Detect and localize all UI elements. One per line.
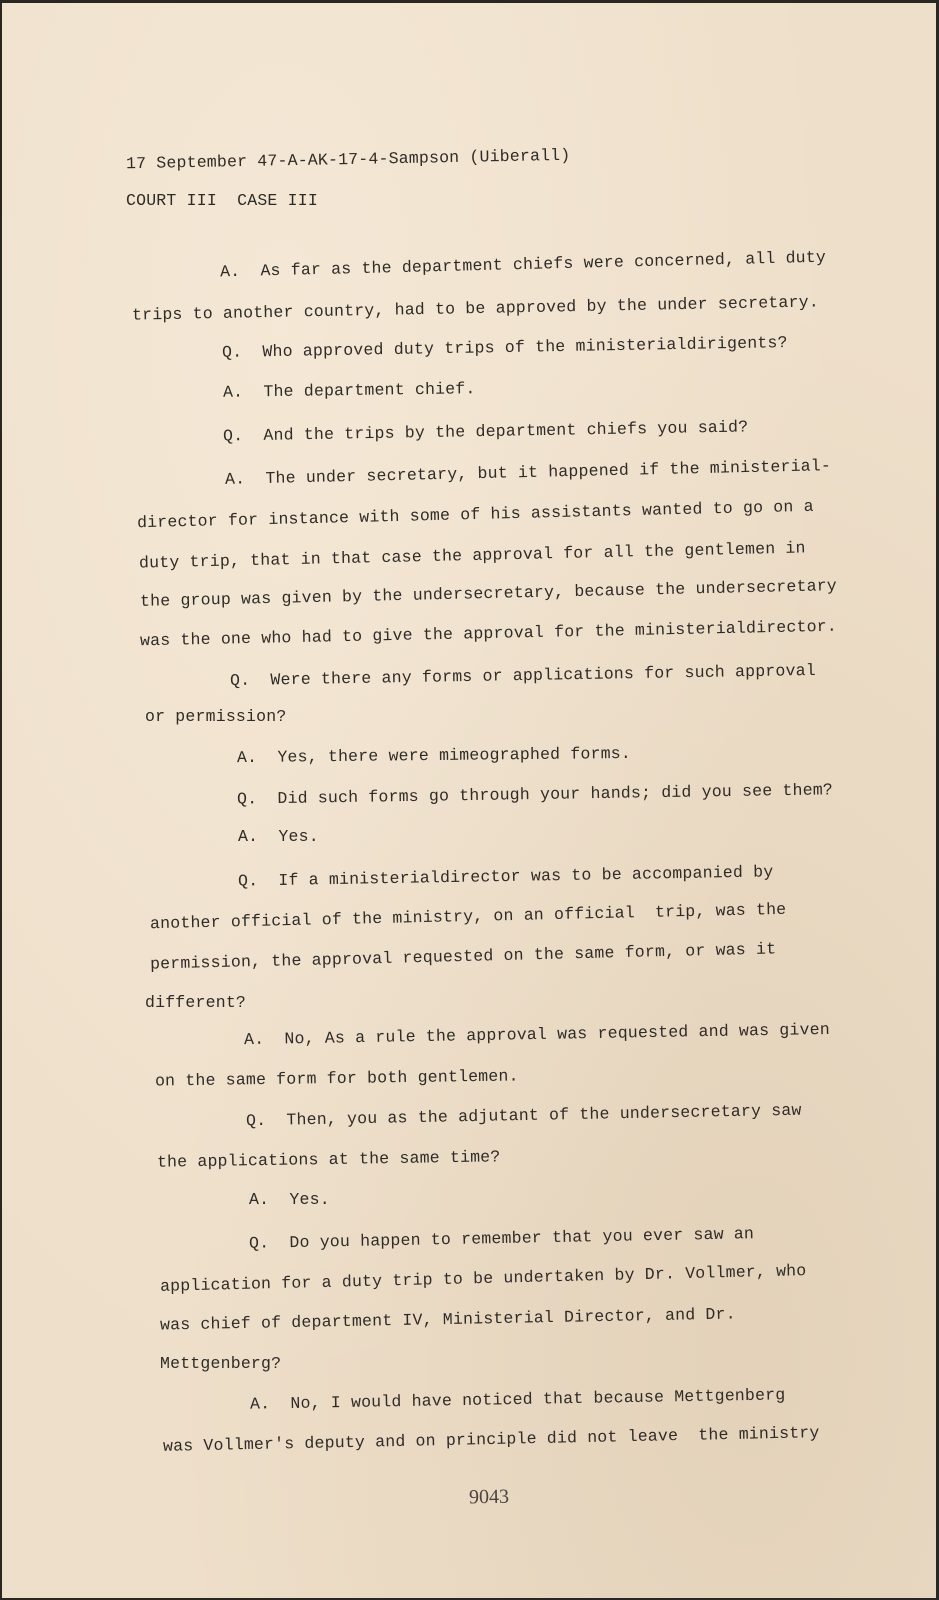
transcript-line: trips to another country, had to be approved by the under secretary. [131,292,820,325]
document-page [2,3,936,1598]
transcript-line: permission, the approval requested on the same form, or was it [149,939,777,974]
transcript-line: was the one who had to give the approval for the ministerialdirector. [139,616,838,651]
transcript-line: or permission? [145,707,287,726]
transcript-line: Mettgenberg? [160,1354,282,1373]
transcript-line: A. As far as the department chiefs were concerned, all duty [219,247,827,282]
page-number: 9043 [468,1485,510,1509]
transcript-line: A. No, As a rule the approval was requested and was given [243,1019,831,1050]
transcript-line: A. Yes, there were mimeographed forms. [236,743,632,768]
transcript-line: another official of the ministry, on an official trip, was the [149,899,787,934]
transcript-line: A. The department chief. [222,379,476,402]
transcript-line: Q. Then, you as the adjutant of the undersecretary saw [245,1100,802,1131]
transcript-line: application for a duty trip to be undertaken by Dr. Vollmer, who [159,1261,807,1296]
transcript-line: A. No, I would have noticed that because Mettgenberg [249,1385,786,1414]
transcript-line: was chief of department IV, Ministerial Director, and Dr. [159,1304,736,1335]
transcript-line: Q. And the trips by the department chiefs you said? [222,417,749,446]
transcript-line: different? [145,993,247,1012]
document-caption: 17 September 47-A-AK-17-4-Sampson (Uiberall) [125,145,571,174]
transcript-line: Q. Who approved duty trips of the ministerialdirigents? [221,333,788,362]
transcript-line: A. Yes. [249,1190,330,1209]
transcript-line: the applications at the same time? [156,1147,501,1172]
transcript-line: duty trip, that in that case the approval for all the gentlemen in [138,538,806,573]
transcript-line: was Vollmer's deputy and on principle did not leave the ministry [162,1423,820,1456]
transcript-line: Q. If a ministerialdirector was to be accompanied by [237,862,774,891]
transcript-line: the group was given by the undersecretary, because the undersecretary [139,576,838,611]
transcript-line: Q. Were there any forms or applications for such approval [229,660,817,691]
transcript-line: Q. Do you happen to remember that you ever saw an [248,1224,755,1253]
transcript-line: Q. Did such forms go through your hands; did you see them? [236,780,834,809]
court-case-heading: COURT III CASE III [126,191,318,210]
transcript-line: on the same form for both gentlemen. [154,1066,519,1091]
transcript-line: A. Yes. [238,827,319,846]
transcript-line: A. The under secretary, but it happened if the ministerial- [224,456,832,489]
transcript-line: director for instance with some of his assistants wanted to go on a [136,496,814,533]
